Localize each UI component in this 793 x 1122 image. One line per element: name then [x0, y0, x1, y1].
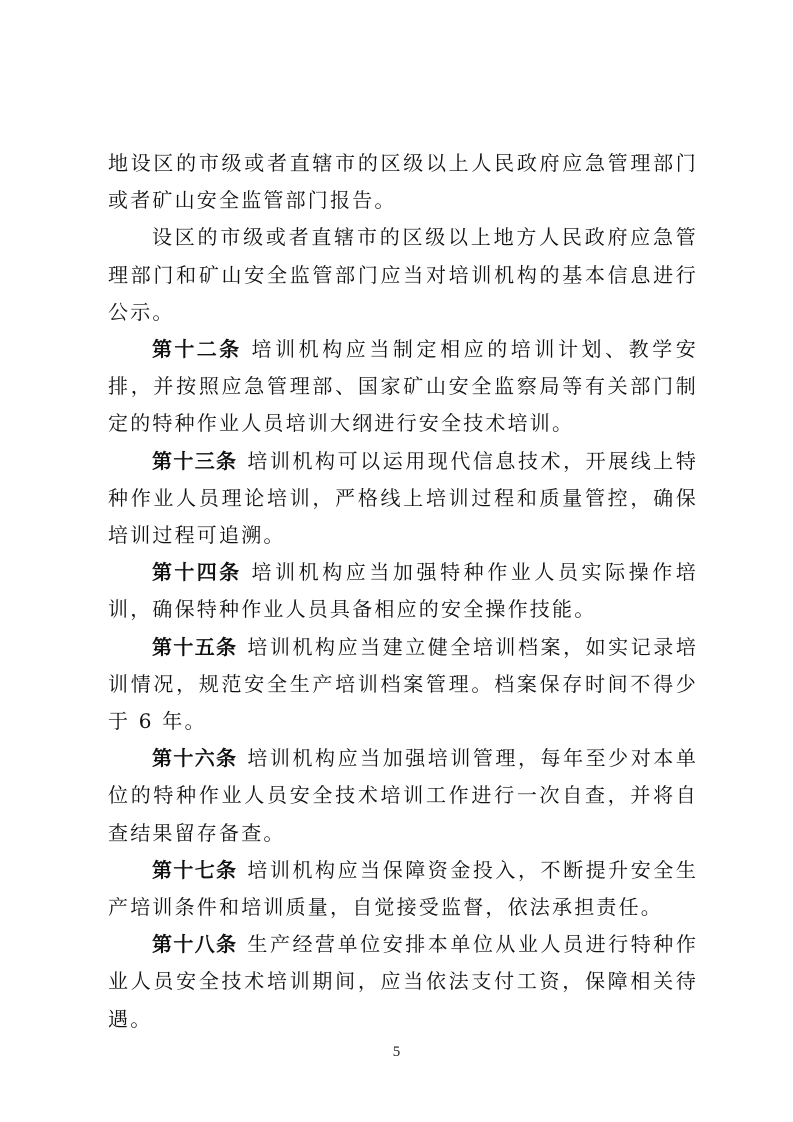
article-heading: 第十六条: [152, 746, 238, 771]
article-heading: 第十三条: [152, 448, 238, 473]
article-text: 培训机构应当保障资金投入，不断提升安全生产培训条件和培训质量，自觉接受监督，依法承担责任。: [108, 857, 699, 920]
article-text: 培训机构应当加强培训管理，每年至少对本单位的特种作业人员安全技术培训工作进行一次自查，并将自查结果留存备查。: [108, 746, 699, 845]
paragraph-public-notice: [108, 219, 698, 331]
article-14: [108, 554, 698, 628]
article-heading: 第十二条: [152, 337, 242, 362]
article-text: 生产经营单位安排本单位从业人员进行特种作业人员安全技术培训期间，应当依法支付工资，保障相关待遇。: [108, 932, 699, 1031]
paragraph-text: 地设区的市级或者直辖市的区级以上人民政府应急管理部门或者矿山安全监管部门报告。: [108, 151, 698, 213]
article-13: [108, 443, 698, 555]
article-16: [108, 740, 698, 852]
article-heading: 第十四条: [152, 560, 242, 585]
article-12: [108, 331, 698, 443]
article-15: [108, 629, 698, 741]
document-body: [108, 145, 698, 1038]
article-text: 培训机构可以运用现代信息技术，开展线上特种作业人员理论培训，严格线上培训过程和质量管控，确保培训过程可追溯。: [108, 448, 699, 548]
paragraph-continuation: [108, 145, 698, 219]
article-text: 培训机构应当加强特种作业人员实际操作培训，确保特种作业人员具备相应的安全操作技能。: [108, 560, 698, 622]
article-heading: 第十五条: [152, 634, 238, 659]
article-heading: 第十七条: [152, 857, 238, 882]
article-text: 培训机构应当建立健全培训档案，如实记录培训情况，规范安全生产培训档案管理。档案保存时间不得少于 6 年。: [108, 634, 699, 734]
article-text: 培训机构应当制定相应的培训计划、教学安排，并按照应急管理部、国家矿山安全监察局等有关部门制定的特种作业人员培训大纲进行安全技术培训。: [108, 337, 698, 436]
paragraph-text: 设区的市级或者直辖市的区级以上地方人民政府应急管理部门和矿山安全监管部门应当对培训机构的基本信息进行公示。: [108, 225, 698, 324]
article-18: [108, 926, 698, 1038]
article-heading: 第十八条: [152, 932, 238, 957]
page-number: 5: [392, 1044, 401, 1060]
article-17: [108, 852, 698, 926]
